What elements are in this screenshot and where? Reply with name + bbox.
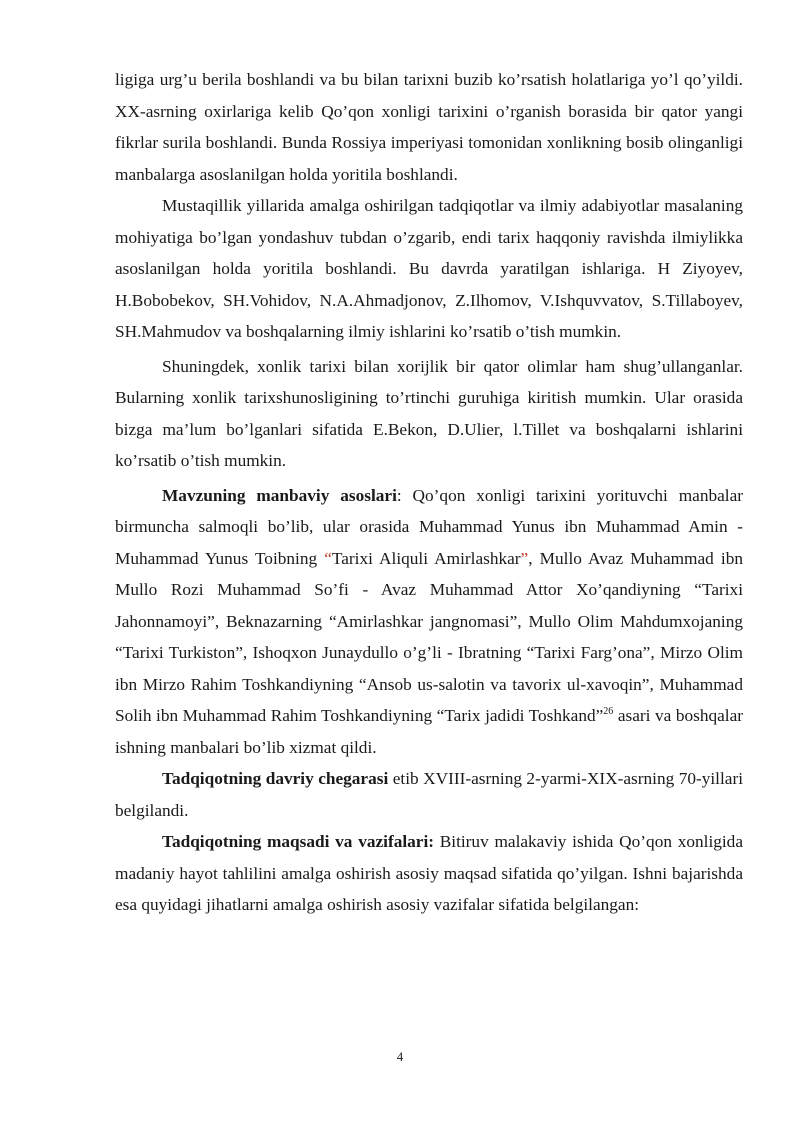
paragraph-sources: [115, 480, 743, 764]
quote-close-mark: ”: [520, 548, 529, 568]
sources-text-part3: asari va boshqalar ishning manbalari bo’lib xizmat qildi.: [115, 706, 744, 757]
paragraph-foreign-scholars: Shuningdek, xonlik tarixi bilan xorijlik bir qator olimlar ham shug’ullanganlar. Bularning xonlik tarixshunosligining to’rtinchi guruhiga kiritish mumkin. Ular orasida bizga ma’lum bo’lganlari sifatida E.Bekon, D.Ulier, l.Tillet va boshqalarni ishlarini ko’rsatib o’tish mumkin.: [115, 356, 743, 470]
footnote-reference[interactable]: 26: [603, 706, 614, 718]
quote-open-mark: “: [324, 548, 332, 568]
sources-text-part1: Qo’qon xonligi tarixini yorituvchi manbalar birmuncha salmoqli bo’lib, ular orasida Muhammad Yunus ibn Muhammad Amin - Muhammad Yunus Toibning: [115, 485, 743, 568]
paragraph-goals: [115, 826, 743, 921]
paragraph-period: [115, 763, 743, 826]
period-text: etib XVIII-asrning 2-yarmi-XIX-asrning 70-yillari belgilandi.: [115, 769, 743, 820]
paragraph-independence-studies: Mustaqillik yillarida amalga oshirilgan tadqiqotlar va ilmiy adabiyotlar masalaning mohiyatiga bo’lgan yondashuv tubdan o’zgarib, endi tarix haqqoniy ravishda ilmiylikka asoslanilgan holda yoritila boshlandi. Bu davrda yaratilgan ishlariga. H Ziyoyev, H.Bobobekov, SH.Vohidov, N.A.Ahmadjonov, Z.Ilhomov, V.Ishquvvatov, S.Tillaboyev, SH.Mahmudov va boshqalarning ilmiy ishlarini ko’rsatib o’tish mumkin.: [115, 196, 743, 341]
goals-heading: Tadqiqotning maqsadi va vazifalari:: [162, 832, 435, 851]
paragraph-historiography-intro: ligiga urg’u berila boshlandi va bu bilan tarixni buzib ko’rsatish holatlariga yo’l qo’yildi. XX-asrning oxirlariga kelib Qo’qon xonligi tarixini o’rganish borasida bir qator yangi fikrlar surila boshlandi. Bunda Rossiya imperiyasi tomonidan xonlikning bosib olinganligi manbalarga asoslanilgan holda yoritila boshlandi.: [115, 70, 743, 184]
period-heading: Tadqiqotning davriy chegarasi: [162, 769, 389, 788]
goals-text: Bitiruv malakaviy ishida Qo’qon xonligida madaniy hayot tahlilini amalga oshirish asosiy maqsad sifatida qo’yilgan. Ishni bajarishda esa quyidagi jihatlarni amalga oshirish asosiy vazifalar sifatida belgilangan:: [115, 832, 743, 914]
page-number: 4: [396, 1049, 404, 1064]
source-title-aliquli: Tarixi Aliquli Amirlashkar: [331, 548, 521, 568]
sources-colon: :: [396, 485, 402, 505]
sources-text-part2: , Mullo Avaz Muhammad ibn Mullo Rozi Muhammad So’fi - Avaz Muhammad Attor Xo’qandiyning “Tarixi Jahonnamoyi”, Beknazarning “Amirlashkar jangnomasi”, Mullo Olim Mahdumxojaning “Tarixi Turkiston”, Ishoqxon Junaydullo o’g’li - Ibratning “Tarixi Farg’ona”, Mirzo Olim ibn Mirzo Rahim Toshkandiyning “Ansob us-salotin va tavorix ul-xavoqin”, Muhammad Solih ibn Muhammad Rahim Toshkandiyning “Tarix jadidi Toshkand”: [115, 548, 743, 725]
sources-heading: Mavzuning manbaviy asoslari: [162, 485, 397, 505]
